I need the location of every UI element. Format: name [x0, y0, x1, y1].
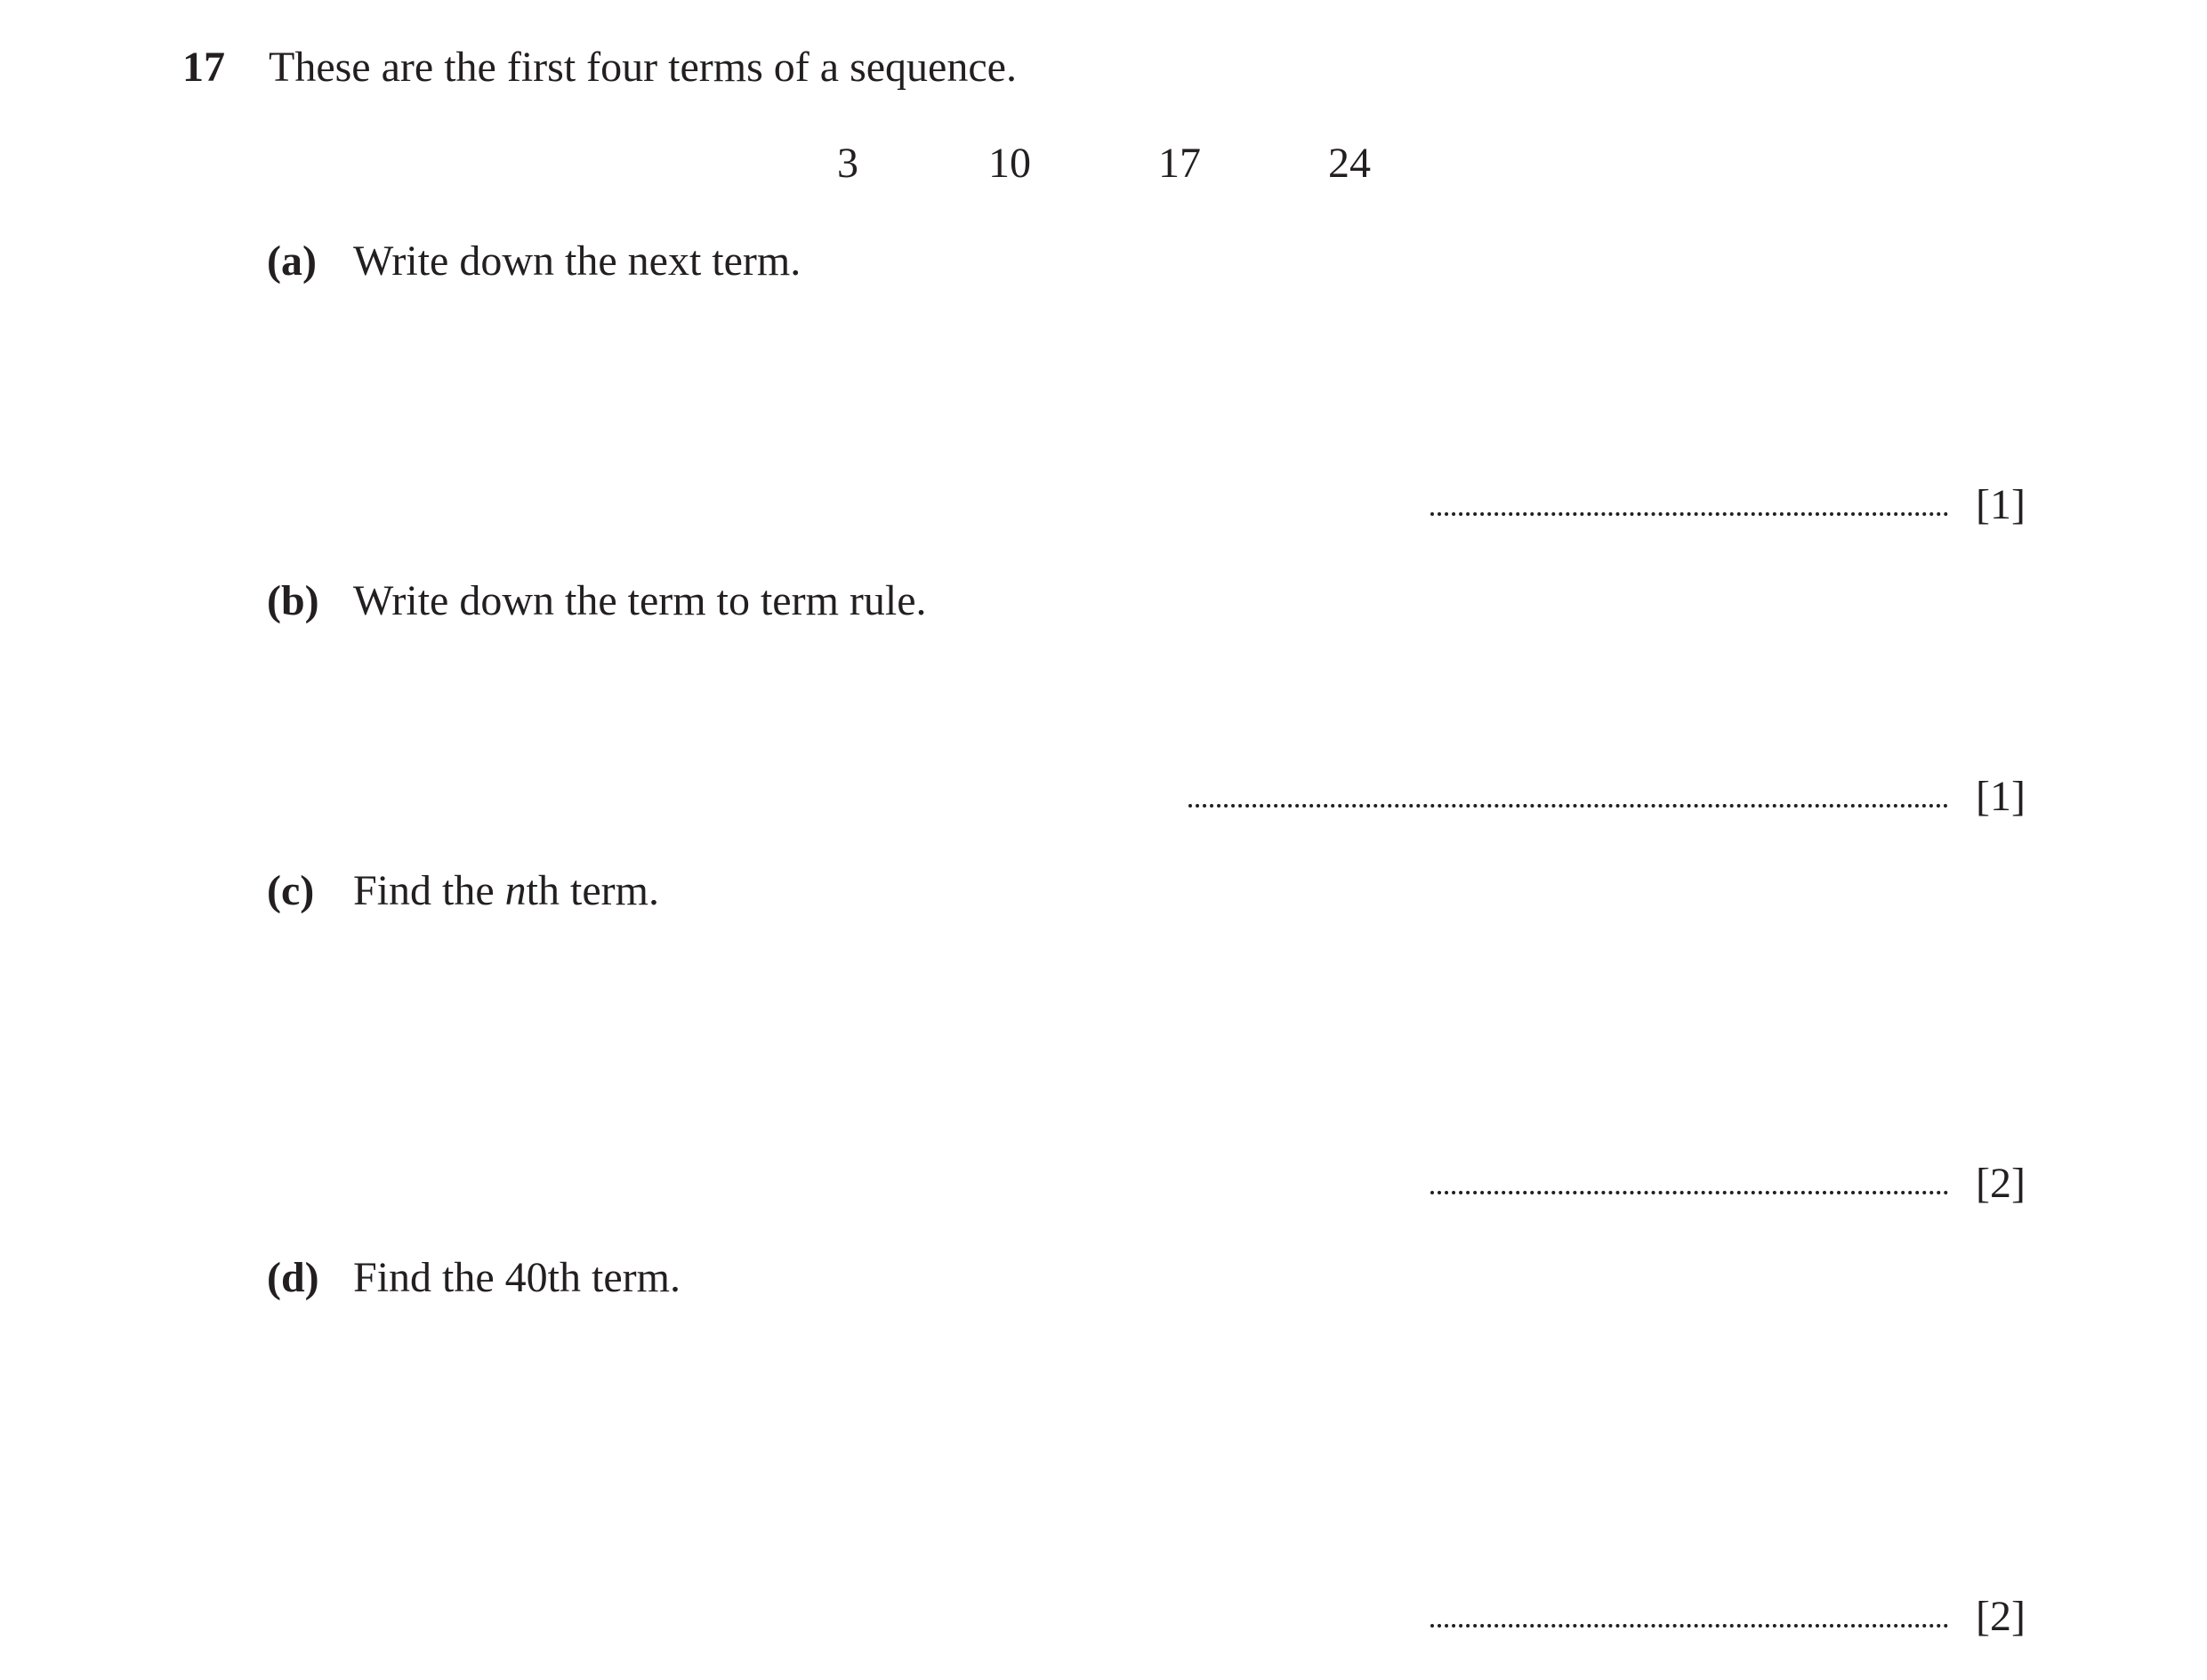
part-c-text-before: Find the [353, 867, 505, 914]
part-a-label: (a) [267, 237, 317, 285]
part-d-text: Find the 40th term. [353, 1254, 681, 1301]
part-a-marks: [1] [1976, 481, 2026, 528]
part-d-answer-line[interactable] [1430, 1624, 1948, 1628]
part-c-variable-n: n [504, 867, 527, 914]
sequence-term-1: 3 [837, 140, 858, 187]
part-b-answer-line[interactable] [1188, 804, 1948, 808]
part-a-answer-line[interactable] [1430, 512, 1948, 516]
question-stem: These are the first four terms of a sequence. [269, 44, 1017, 91]
part-a-text: Write down the next term. [353, 237, 801, 285]
part-c-text-after: th term. [526, 867, 659, 914]
part-c-answer-line[interactable] [1430, 1191, 1948, 1194]
sequence-term-2: 10 [988, 140, 1031, 187]
part-b-text: Write down the term to term rule. [353, 577, 927, 624]
part-d-label: (d) [267, 1254, 319, 1301]
part-c-marks: [2] [1976, 1160, 2026, 1207]
part-c-label: (c) [267, 867, 315, 914]
part-c-text [353, 863, 659, 920]
sequence-term-4: 24 [1328, 140, 1371, 187]
part-b-label: (b) [267, 577, 319, 624]
sequence-term-3: 17 [1158, 140, 1201, 187]
question-number: 17 [182, 44, 225, 91]
part-d-marks: [2] [1976, 1593, 2026, 1640]
part-b-marks: [1] [1976, 773, 2026, 820]
